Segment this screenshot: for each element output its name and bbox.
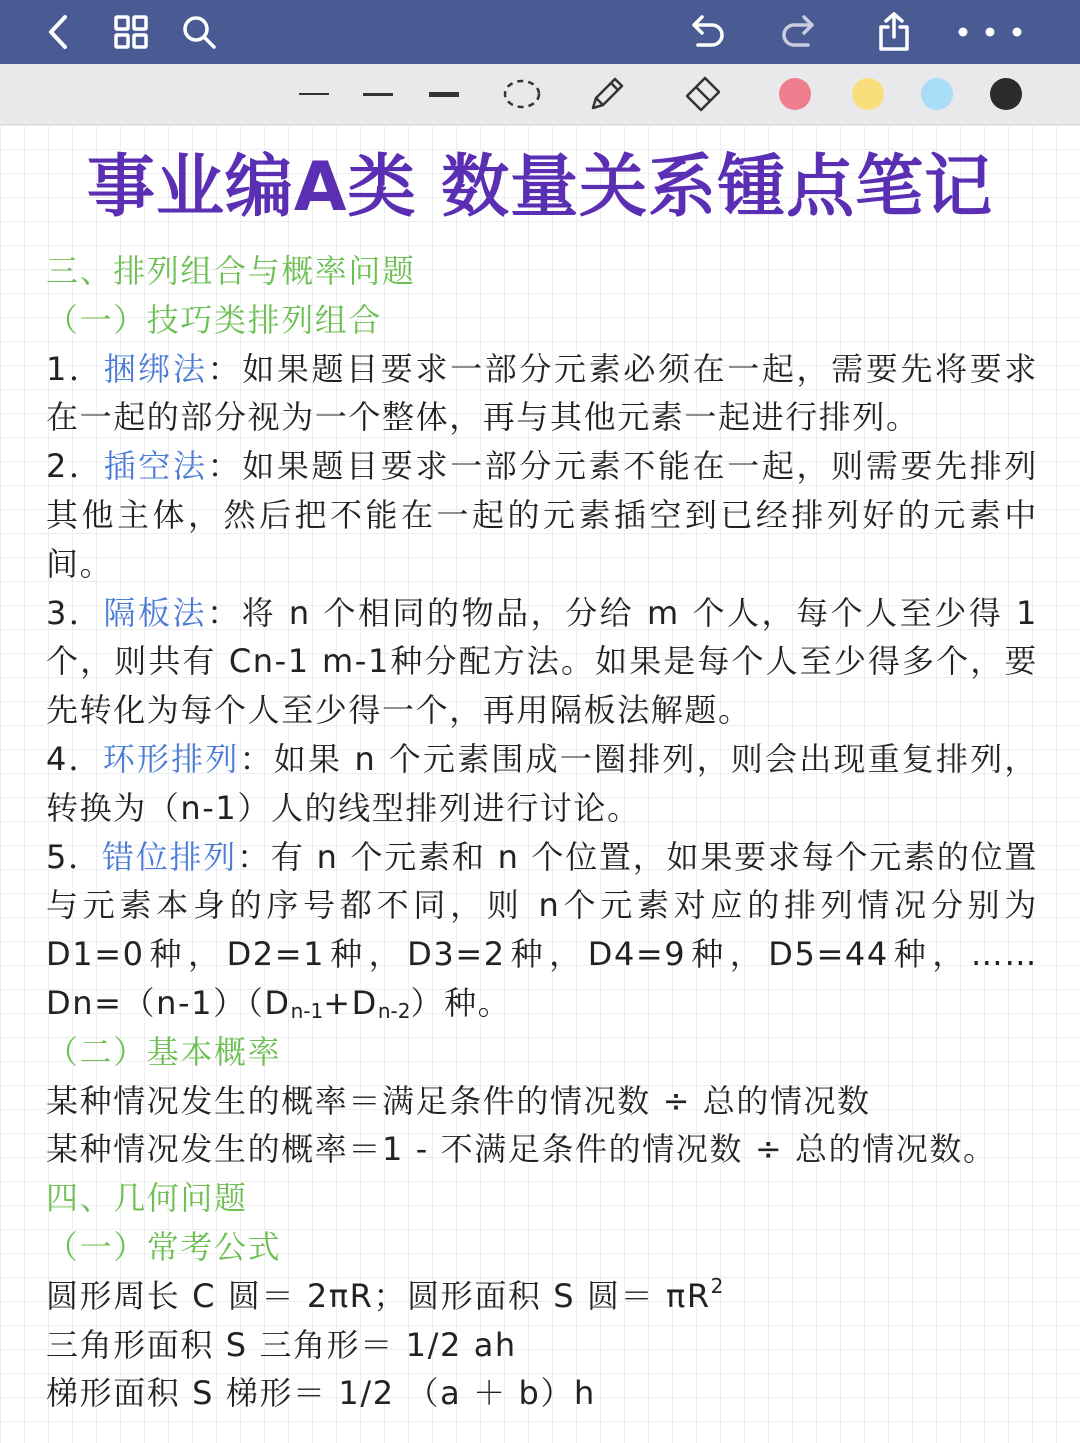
subheading-3-2: （二）基本概率 (46, 1032, 282, 1071)
pink-color-swatch[interactable] (773, 74, 817, 114)
formula-end: ）种。 (410, 983, 512, 1022)
item-number: 3． (46, 593, 104, 632)
more-icon[interactable] (950, 8, 1030, 56)
trapezoid-formula: 梯形面积 S 梯形＝ 1/2 （a ＋ b）h (46, 1374, 596, 1413)
probability-formula-2: 某种情况发生的概率＝1 - 不满足条件的情况数 ÷ 总的情况数。 (46, 1130, 997, 1169)
item-text: ：如果题目要求一部分元素不能在一起，则需要先排列其他主体，然后把不能在一起的元素插空到已经排列好的元素中间。 (46, 447, 1038, 583)
circle-formula-text: 圆形周长 C 圆＝ 2πR；圆形面积 S 圆＝ πR (46, 1276, 711, 1315)
superscript-2: 2 (710, 1273, 724, 1298)
black-color-swatch[interactable] (984, 74, 1028, 114)
formula-plus: +D (323, 983, 378, 1022)
triangle-formula: 三角形面积 S 三角形＝ 1/2 ah (46, 1325, 517, 1364)
yellow-color-dot (852, 78, 884, 110)
item-number: 4． (46, 739, 103, 778)
redo-icon[interactable] (776, 8, 824, 56)
undo-icon[interactable] (682, 8, 730, 56)
share-icon[interactable] (870, 8, 918, 56)
term-derangement: 错位排列 (101, 837, 238, 876)
item-text: ：将 n 个相同的物品，分给 m 个人，每个人至少得 1 个，则共有 Cn-1 m-1种分配方法。如果是每个人至少得多个，要先转化为每个人至少得一个，再用隔板法解题。 (46, 593, 1038, 730)
top-navigation-bar (0, 0, 1080, 64)
blue-color-swatch[interactable] (915, 74, 959, 114)
list-item-partition (46, 589, 1038, 735)
search-icon[interactable] (175, 8, 223, 56)
list-item-circular (46, 735, 1038, 833)
thick-stroke-button[interactable] (422, 74, 466, 114)
lasso-icon[interactable] (500, 74, 544, 114)
item-number: 1． (46, 349, 104, 388)
chevron-left-icon[interactable] (34, 8, 82, 56)
pink-color-dot (779, 78, 811, 110)
term-partition: 隔板法 (103, 593, 208, 632)
note-page[interactable] (0, 125, 1080, 1443)
term-bundling: 捆绑法 (103, 349, 208, 388)
medium-stroke-button[interactable] (356, 74, 400, 114)
thin-stroke-button[interactable] (292, 74, 336, 114)
yellow-color-swatch[interactable] (846, 74, 890, 114)
grid-icon[interactable] (107, 8, 155, 56)
pen-icon[interactable] (585, 74, 629, 114)
circle-formula (46, 1272, 1038, 1321)
term-circular: 环形排列 (102, 739, 240, 778)
item-number: 5． (46, 837, 102, 876)
subscript-n-2: n-2 (377, 998, 411, 1023)
term-gap-insertion: 插空法 (103, 447, 208, 486)
item-text: ：如果 n 个元素围成一圈排列，则会出现重复排列，转换为（n-1）人的线型排列进行讨论。 (46, 739, 1038, 827)
item-text: ：如果题目要求一部分元素必须在一起，需要先将要求在一起的部分视为一个整体，再与其他元素一起进行排列。 (46, 349, 1038, 437)
note-content (46, 247, 1038, 1418)
subheading-4-1: （一）常考公式 (46, 1227, 282, 1266)
black-color-dot (990, 78, 1022, 110)
page-title: 事业编A类 数量关系锺点笔记 (86, 148, 994, 227)
probability-formula-1: 某种情况发生的概率＝满足条件的情况数 ÷ 总的情况数 (46, 1081, 871, 1120)
list-item-bundling (46, 345, 1038, 443)
eraser-icon[interactable] (680, 74, 724, 114)
item-text: ：有 n 个元素和 n 个位置，如果要求每个元素的位置与元素本身的序号都不同，则 n个元素对应的排列情况分别为 D1=0种，D2=1种，D3=2种，D4=9种，D5=44种，……Dn=（n-1）（D (46, 837, 1039, 1022)
list-item-gap-insertion (46, 442, 1038, 588)
drawing-toolbar (0, 64, 1080, 125)
section-heading-4: 四、几何问题 (46, 1179, 248, 1218)
list-item-derangement (46, 833, 1038, 1028)
blue-color-dot (921, 78, 953, 110)
item-number: 2． (46, 447, 104, 486)
section-heading-3: 三、排列组合与概率问题 (46, 252, 416, 290)
subscript-n-1: n-1 (290, 998, 324, 1023)
subheading-3-1: （一）技巧类排列组合 (46, 300, 383, 339)
